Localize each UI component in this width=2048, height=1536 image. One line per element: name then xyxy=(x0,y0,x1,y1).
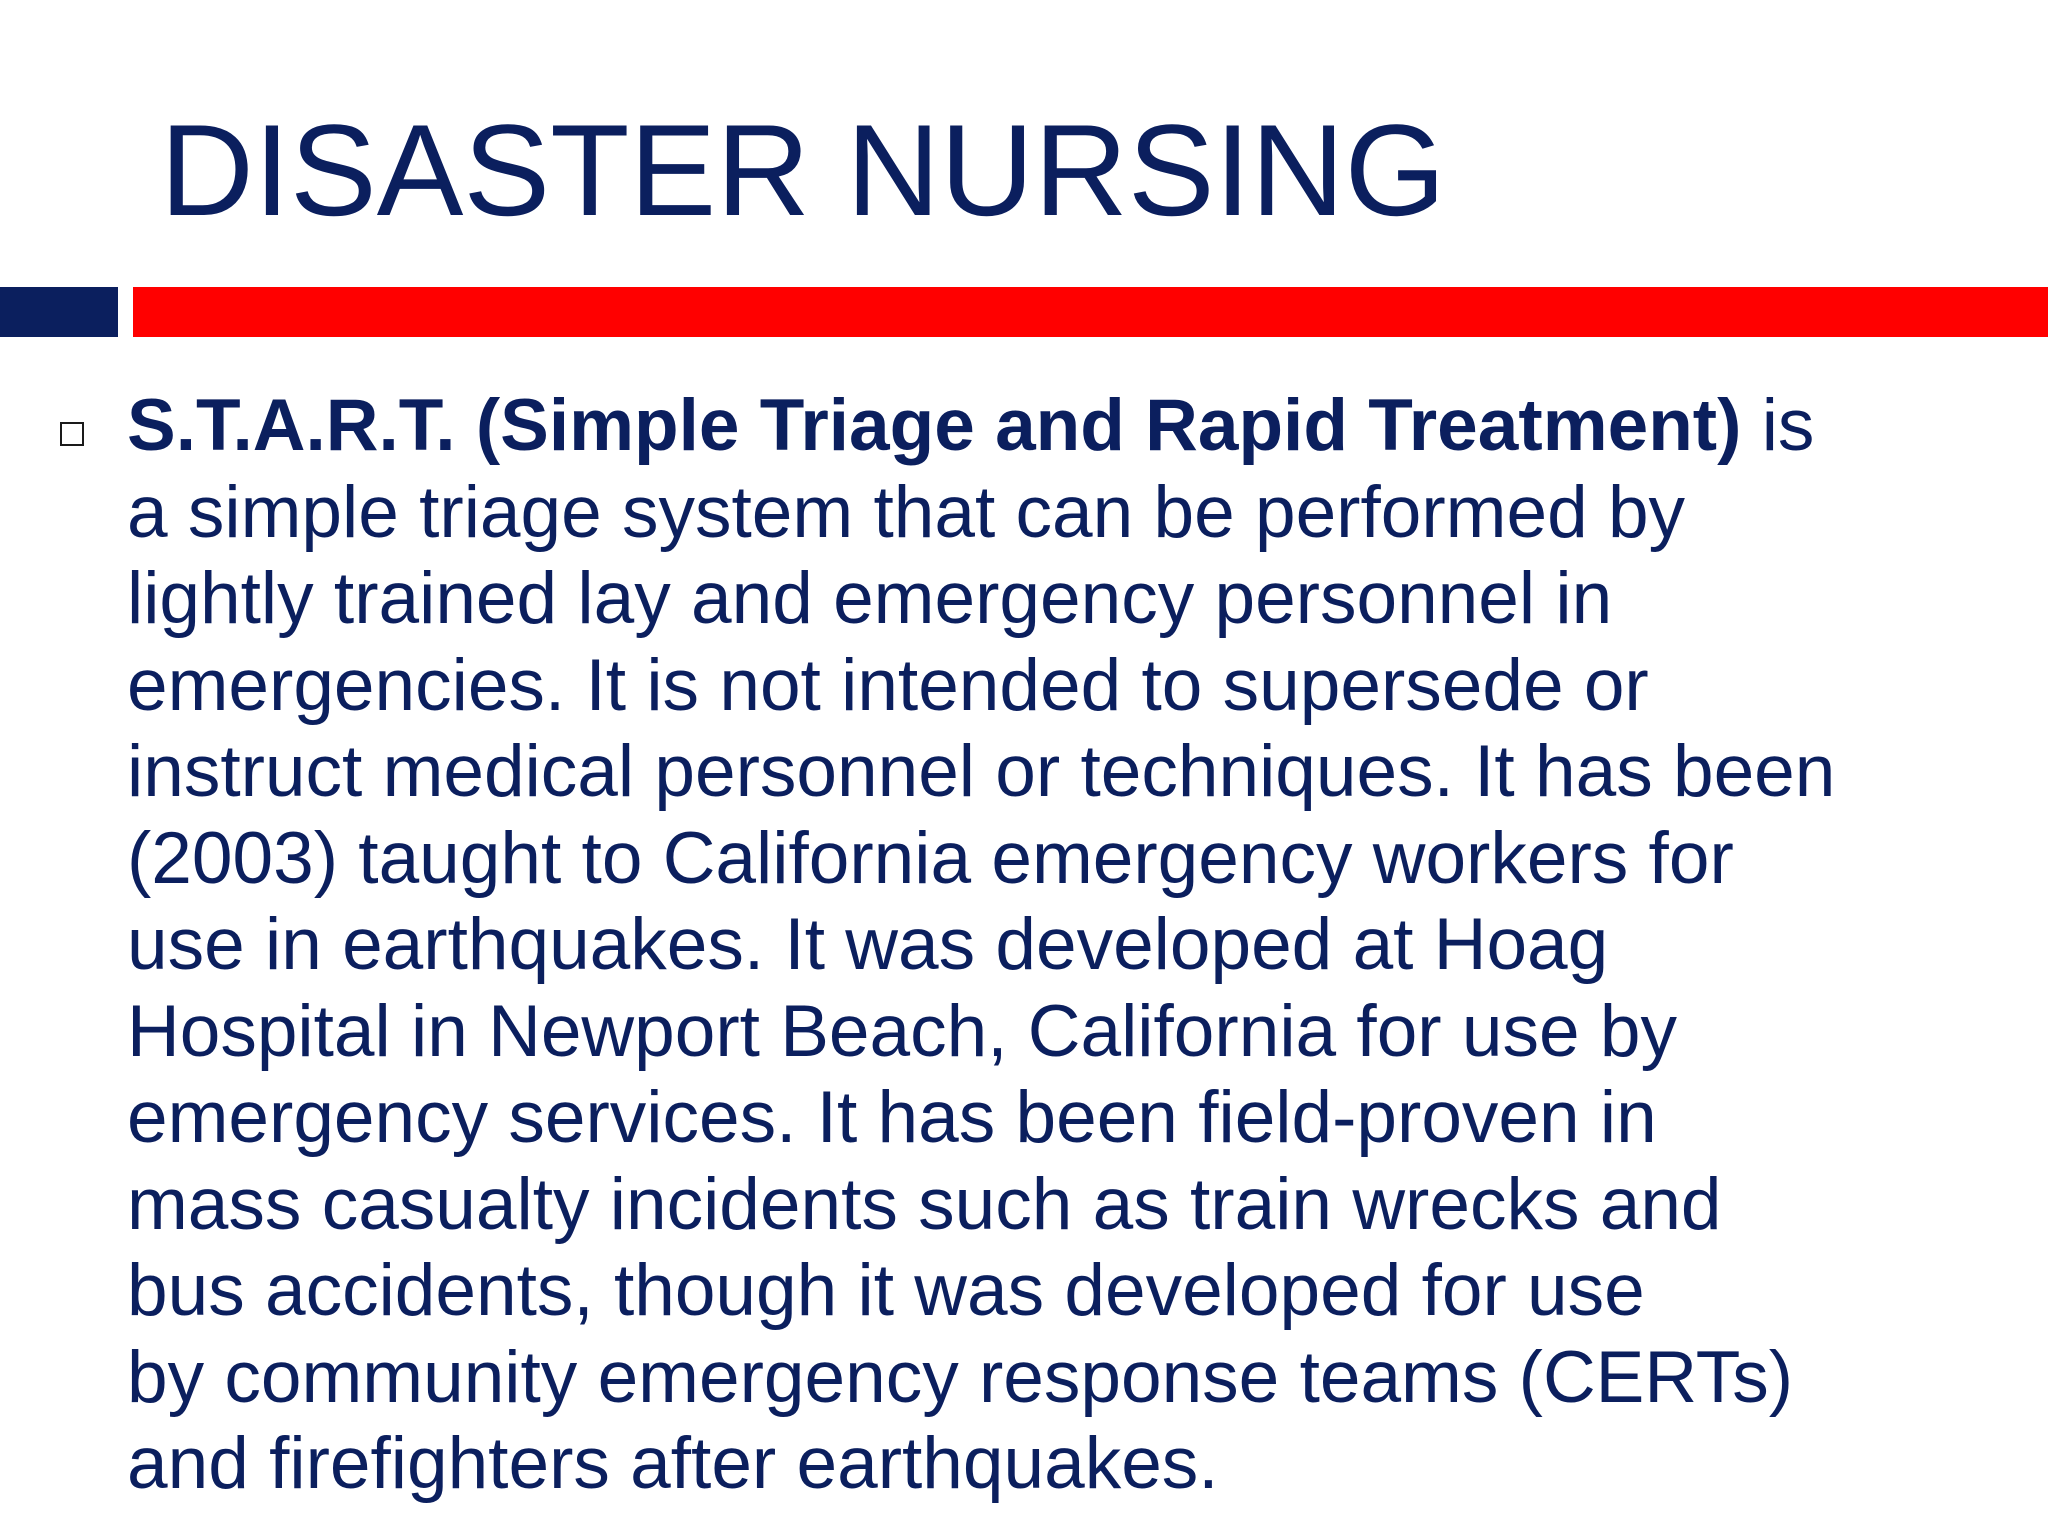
bullet-paragraph xyxy=(127,383,2007,1508)
bullet-line: use in earthquakes. It was developed at Hoag xyxy=(127,904,1609,985)
bullet-line: by community emergency response teams (CERTs) xyxy=(127,1336,1794,1418)
bullet-line: a simple triage system that can be performed by xyxy=(127,471,1686,553)
bullet-line: mass casualty incidents such as train wrecks and xyxy=(127,1163,1722,1245)
bullet-bold-lead: S.T.A.R.T. (Simple Triage and Rapid Treatment) xyxy=(127,385,1742,466)
hollow-square-icon xyxy=(60,422,84,446)
bullet-line: lightly trained lay and emergency personnel in xyxy=(127,558,1613,639)
bullet-line: (2003) taught to California emergency workers for xyxy=(127,817,1734,899)
bullet-line: and firefighters after earthquakes. xyxy=(127,1423,1219,1504)
bullet-line: instruct medical personnel or techniques. It has been xyxy=(127,731,1836,812)
bullet-line xyxy=(127,383,2007,470)
bullet-line: emergencies. It is not intended to supersede or xyxy=(127,644,1649,726)
slide-title: DISASTER NURSING xyxy=(160,97,1446,243)
accent-bar-blue xyxy=(0,287,118,337)
bullet-line: bus accidents, though it was developed for use xyxy=(127,1250,1645,1331)
bullet-line: emergency services. It has been field-proven in xyxy=(127,1077,1657,1158)
bullet-lead-rest: is xyxy=(1741,385,1815,466)
bullet-line: Hospital in Newport Beach, California for use by xyxy=(127,990,1677,1072)
accent-bar-red xyxy=(133,287,2048,337)
